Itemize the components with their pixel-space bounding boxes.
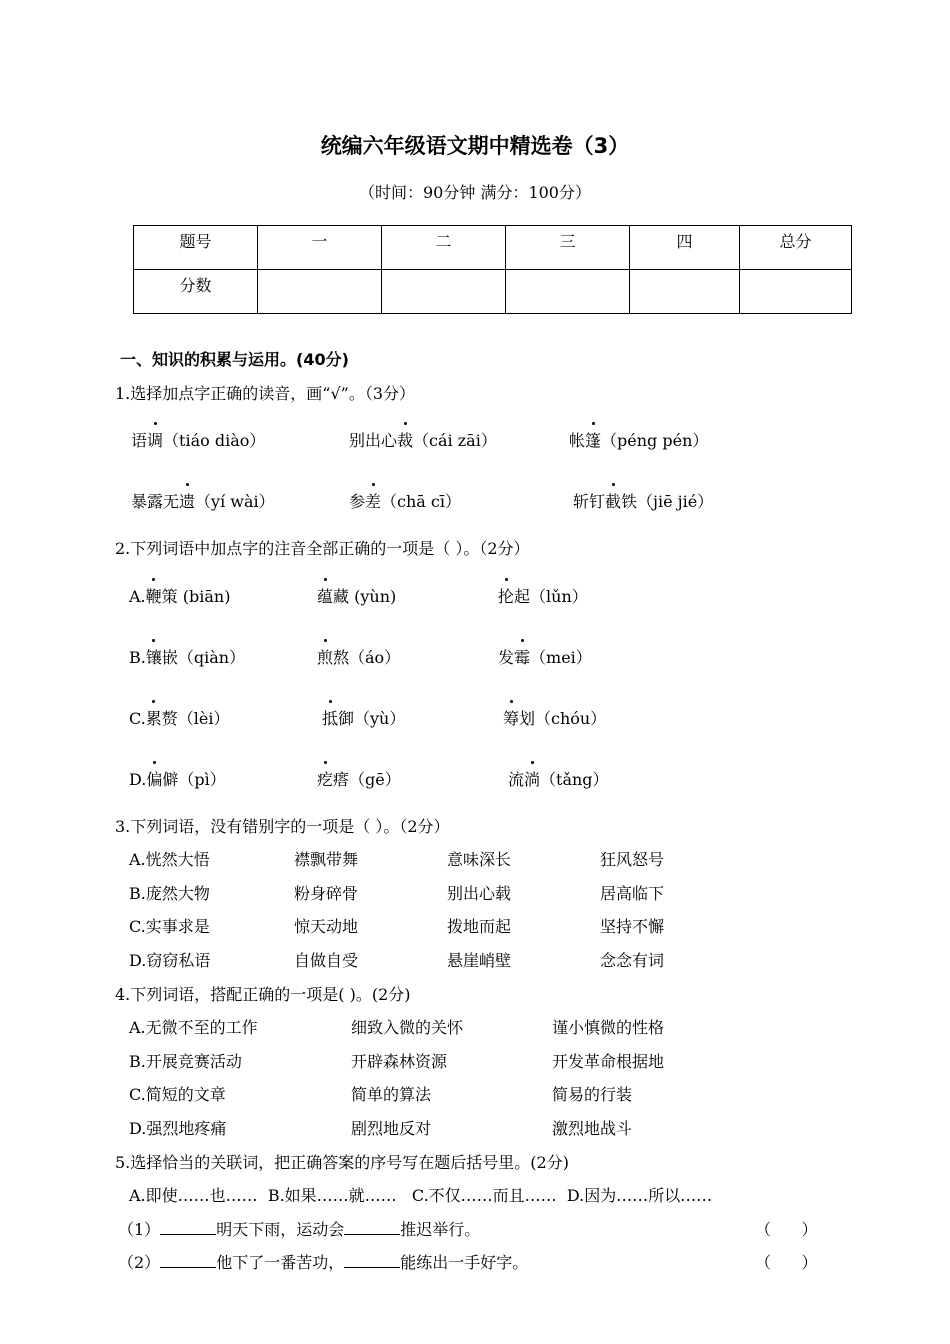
answer-blank[interactable] (160, 1253, 216, 1268)
q4-option: A.无微不至的工作 (129, 1018, 258, 1037)
answer-blank[interactable] (160, 1220, 216, 1235)
q1-item: 斩钉截铁（jiē jié） (573, 489, 713, 512)
q4-phrase: 谨小慎微的性格 (552, 1018, 665, 1037)
q4-phrase: 剧烈地反对 (351, 1119, 432, 1138)
page-title: 统编六年级语文期中精选卷（3） (320, 134, 630, 158)
q3-option: C.实事求是 (129, 917, 210, 936)
q1-item: 暴露无遗（yí wài） (131, 489, 275, 512)
score-input-cell[interactable] (382, 270, 506, 314)
q2-item: 筹划（chóu） (503, 706, 606, 729)
q5-sentence-1: （1） 明天下雨，运动会 推迟举行。 (118, 1220, 481, 1239)
q1-item: 帐篷（péng pén） (569, 428, 708, 451)
score-table-cell: 二 (382, 226, 506, 270)
q3-word: 襟飘带舞 (294, 850, 359, 869)
q3-word: 坚持不懈 (600, 917, 665, 936)
q5-sentence-2: （2） 他下了一番苦功， 能练出一手好字。 (118, 1253, 529, 1272)
q3-word: 别出心载 (447, 884, 512, 903)
question-3-stem: 3.下列词语，没有错别字的一项是（ ）。（2分） (115, 817, 450, 836)
q5-conjunction-options: A.即使……也…… B.如果……就…… C.不仅……而且…… D.因为……所以…… (129, 1186, 713, 1205)
q2-item: 抵御（yù） (322, 706, 405, 729)
q3-option: B.庞然大物 (129, 884, 210, 903)
q3-word: 念念有词 (600, 951, 665, 970)
q2-item: 疙瘩（gē） (317, 767, 401, 790)
score-table-cell: 三 (506, 226, 630, 270)
q4-phrase: 细致入微的关怀 (351, 1018, 464, 1037)
question-4-stem: 4.下列词语，搭配正确的一项是( )。(2分) (115, 985, 411, 1004)
score-input-cell[interactable] (740, 270, 852, 314)
q2-option-d: D.偏僻（pì） (129, 767, 226, 790)
score-input-cell[interactable] (258, 270, 382, 314)
q2-item: 煎熬（áo） (317, 645, 400, 668)
q2-option-c: C.累赘（lèi） (129, 706, 230, 729)
answer-blank[interactable] (344, 1220, 400, 1235)
score-table-cell: 分数 (134, 270, 258, 314)
question-2-stem: 2.下列词语中加点字的注音全部正确的一项是（ ）。（2分） (115, 539, 530, 558)
q2-item: 发霉（mei） (498, 645, 592, 668)
q1-item: 参差（chā cī） (349, 489, 461, 512)
answer-blank[interactable] (344, 1253, 400, 1268)
q2-option-b: B.镶嵌（qiàn） (129, 645, 245, 668)
q4-phrase: 开发革命根据地 (552, 1052, 665, 1071)
q4-option: D.强烈地疼痛 (129, 1119, 227, 1138)
q3-word: 居高临下 (600, 884, 665, 903)
score-table-cell: 题号 (134, 226, 258, 270)
q3-word: 自做自受 (294, 951, 359, 970)
q3-word: 拨地而起 (447, 917, 512, 936)
score-table (133, 225, 852, 314)
q4-option: B.开展竞赛活动 (129, 1052, 242, 1071)
q4-phrase: 开辟森林资源 (351, 1052, 448, 1071)
answer-parentheses[interactable]: （ ） (755, 1220, 818, 1239)
q4-option: C.简短的文章 (129, 1085, 226, 1104)
section-heading: 一、知识的积累与运用。(40分) (120, 350, 349, 369)
answer-parentheses[interactable]: （ ） (755, 1253, 818, 1272)
q2-item: 蕴藏 (yùn) (317, 584, 396, 607)
q2-item: 流淌（tǎng） (508, 767, 609, 790)
question-5-stem: 5.选择恰当的关联词，把正确答案的序号写在题后括号里。(2分) (115, 1153, 569, 1172)
score-table-cell: 一 (258, 226, 382, 270)
score-table-cell: 总分 (740, 226, 852, 270)
q4-phrase: 简单的算法 (351, 1085, 432, 1104)
q2-item: 抡起（lǔn） (498, 584, 588, 607)
q4-phrase: 简易的行装 (552, 1085, 633, 1104)
score-input-cell[interactable] (506, 270, 630, 314)
q4-phrase: 激烈地战斗 (552, 1119, 633, 1138)
q1-item: 别出心裁（cái zāi） (349, 428, 497, 451)
q2-option-a: A.鞭策 (biān) (129, 584, 230, 607)
score-table-header-row (134, 226, 852, 270)
exam-info: （时间：90分钟 满分：100分） (359, 183, 591, 202)
q3-word: 惊天动地 (294, 917, 359, 936)
q1-item: 语调（tiáo diào） (131, 428, 265, 451)
q3-word: 悬崖峭壁 (447, 951, 512, 970)
q3-option: D.窃窃私语 (129, 951, 211, 970)
score-input-cell[interactable] (630, 270, 740, 314)
q3-word: 粉身碎骨 (294, 884, 359, 903)
question-1-stem: 1.选择加点字正确的读音，画“√”。（3分） (115, 384, 416, 403)
q3-word: 狂风怒号 (600, 850, 665, 869)
score-table-cell: 四 (630, 226, 740, 270)
q3-option: A.恍然大悟 (129, 850, 210, 869)
score-table-score-row (134, 270, 852, 314)
q3-word: 意味深长 (447, 850, 512, 869)
